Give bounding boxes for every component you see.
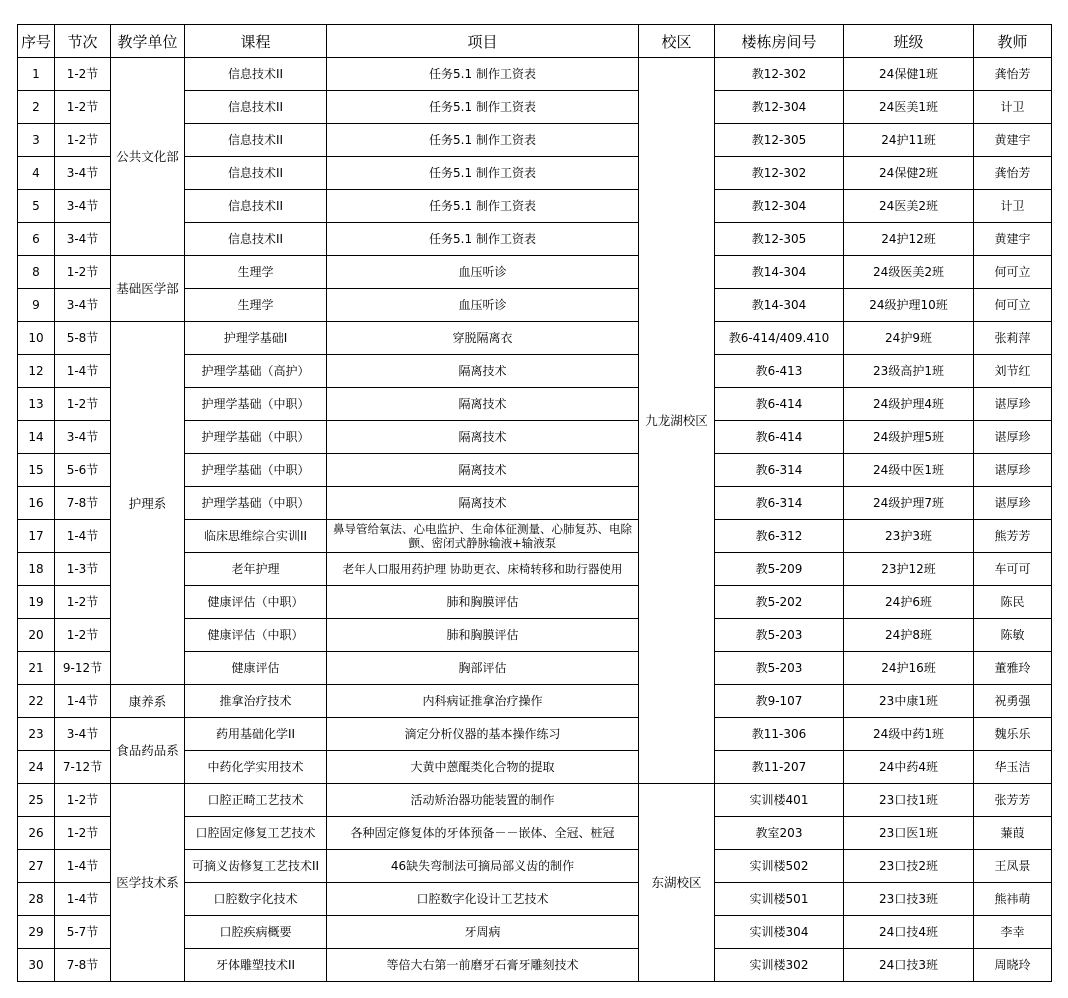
row-teacher: 王凤景	[974, 850, 1052, 883]
unit-cell: 公共文化部	[111, 58, 185, 256]
row-period: 1-2节	[55, 784, 111, 817]
row-period: 3-4节	[55, 421, 111, 454]
row-no: 30	[18, 949, 55, 982]
row-room: 教11-306	[715, 718, 844, 751]
row-no: 6	[18, 223, 55, 256]
row-room: 实训楼401	[715, 784, 844, 817]
unit-cell: 基础医学部	[111, 256, 185, 322]
row-no: 26	[18, 817, 55, 850]
row-class: 24医美1班	[844, 91, 974, 124]
row-course: 护理学基础I	[185, 322, 327, 355]
row-class: 23口技3班	[844, 883, 974, 916]
row-class: 24口技4班	[844, 916, 974, 949]
row-room: 教14-304	[715, 256, 844, 289]
row-course: 护理学基础（高护）	[185, 355, 327, 388]
row-course: 健康评估（中职）	[185, 586, 327, 619]
row-project: 隔离技术	[327, 454, 639, 487]
row-room: 教12-305	[715, 223, 844, 256]
row-class: 24级中药1班	[844, 718, 974, 751]
header-period: 节次	[55, 25, 111, 58]
row-room: 教12-304	[715, 190, 844, 223]
row-room: 教6-414	[715, 421, 844, 454]
row-project: 肺和胸膜评估	[327, 586, 639, 619]
row-project: 任务5.1 制作工资表	[327, 190, 639, 223]
row-teacher: 陈敏	[974, 619, 1052, 652]
row-project: 血压听诊	[327, 289, 639, 322]
row-period: 1-2节	[55, 124, 111, 157]
row-period: 7-8节	[55, 487, 111, 520]
row-room: 教12-302	[715, 157, 844, 190]
row-class: 24护16班	[844, 652, 974, 685]
row-no: 28	[18, 883, 55, 916]
row-teacher: 周晓玲	[974, 949, 1052, 982]
row-period: 3-4节	[55, 223, 111, 256]
row-period: 1-2节	[55, 91, 111, 124]
row-no: 1	[18, 58, 55, 91]
row-project: 隔离技术	[327, 487, 639, 520]
row-project: 任务5.1 制作工资表	[327, 157, 639, 190]
row-course: 信息技术II	[185, 157, 327, 190]
row-course: 老年护理	[185, 553, 327, 586]
row-course: 口腔数字化技术	[185, 883, 327, 916]
row-no: 17	[18, 520, 55, 553]
header-room: 楼栋房间号	[715, 25, 844, 58]
row-class: 24中药4班	[844, 751, 974, 784]
row-room: 教14-304	[715, 289, 844, 322]
row-room: 教6-314	[715, 487, 844, 520]
row-project: 任务5.1 制作工资表	[327, 124, 639, 157]
row-class: 24级医美2班	[844, 256, 974, 289]
row-period: 5-8节	[55, 322, 111, 355]
row-class: 24护9班	[844, 322, 974, 355]
row-teacher: 谌厚珍	[974, 454, 1052, 487]
row-period: 1-4节	[55, 883, 111, 916]
row-course: 护理学基础（中职）	[185, 454, 327, 487]
row-course: 护理学基础（中职）	[185, 388, 327, 421]
row-teacher: 计卫	[974, 91, 1052, 124]
row-class: 23护12班	[844, 553, 974, 586]
row-no: 24	[18, 751, 55, 784]
row-no: 21	[18, 652, 55, 685]
row-period: 1-2节	[55, 256, 111, 289]
row-teacher: 魏乐乐	[974, 718, 1052, 751]
row-teacher: 蒹葭	[974, 817, 1052, 850]
row-class: 24保健1班	[844, 58, 974, 91]
row-teacher: 谌厚珍	[974, 487, 1052, 520]
row-no: 20	[18, 619, 55, 652]
row-period: 3-4节	[55, 157, 111, 190]
row-course: 口腔疾病概要	[185, 916, 327, 949]
row-period: 3-4节	[55, 289, 111, 322]
row-period: 1-2节	[55, 58, 111, 91]
row-period: 5-7节	[55, 916, 111, 949]
row-period: 1-2节	[55, 619, 111, 652]
row-teacher: 李幸	[974, 916, 1052, 949]
row-period: 1-4节	[55, 355, 111, 388]
row-teacher: 祝勇强	[974, 685, 1052, 718]
row-teacher: 龚怡芳	[974, 58, 1052, 91]
row-teacher: 刘节红	[974, 355, 1052, 388]
row-teacher: 何可立	[974, 289, 1052, 322]
row-project: 各种固定修复体的牙体预备－－嵌体、全冠、桩冠	[327, 817, 639, 850]
row-class: 23口医1班	[844, 817, 974, 850]
row-period: 7-8节	[55, 949, 111, 982]
row-period: 3-4节	[55, 718, 111, 751]
row-teacher: 谌厚珍	[974, 421, 1052, 454]
unit-cell: 康养系	[111, 685, 185, 718]
row-course: 口腔固定修复工艺技术	[185, 817, 327, 850]
row-course: 信息技术II	[185, 223, 327, 256]
row-class: 24医美2班	[844, 190, 974, 223]
header-course: 课程	[185, 25, 327, 58]
row-period: 1-4节	[55, 685, 111, 718]
row-class: 24护8班	[844, 619, 974, 652]
row-no: 12	[18, 355, 55, 388]
row-no: 9	[18, 289, 55, 322]
row-teacher: 熊芳芳	[974, 520, 1052, 553]
row-period: 1-4节	[55, 850, 111, 883]
row-no: 3	[18, 124, 55, 157]
row-class: 24口技3班	[844, 949, 974, 982]
row-room: 教12-304	[715, 91, 844, 124]
row-no: 5	[18, 190, 55, 223]
row-room: 教12-302	[715, 58, 844, 91]
row-project: 老年人口服用药护理 协助更衣、床椅转移和助行器使用	[327, 553, 639, 586]
row-no: 8	[18, 256, 55, 289]
row-project: 内科病证推拿治疗操作	[327, 685, 639, 718]
row-no: 10	[18, 322, 55, 355]
row-teacher: 熊祎萌	[974, 883, 1052, 916]
row-no: 22	[18, 685, 55, 718]
unit-cell: 医学技术系	[111, 784, 185, 982]
row-project: 肺和胸膜评估	[327, 619, 639, 652]
header-no: 序号	[18, 25, 55, 58]
row-course: 推拿治疗技术	[185, 685, 327, 718]
unit-cell: 食品药品系	[111, 718, 185, 784]
row-course: 生理学	[185, 289, 327, 322]
row-course: 健康评估（中职）	[185, 619, 327, 652]
row-class: 24级中医1班	[844, 454, 974, 487]
row-project: 隔离技术	[327, 355, 639, 388]
row-room: 教6-414/409.410	[715, 322, 844, 355]
row-class: 24护12班	[844, 223, 974, 256]
row-period: 5-6节	[55, 454, 111, 487]
row-teacher: 何可立	[974, 256, 1052, 289]
row-project: 任务5.1 制作工资表	[327, 223, 639, 256]
row-teacher: 董雅玲	[974, 652, 1052, 685]
row-room: 教6-414	[715, 388, 844, 421]
row-class: 24级护理7班	[844, 487, 974, 520]
row-project: 任务5.1 制作工资表	[327, 91, 639, 124]
header-campus: 校区	[639, 25, 715, 58]
row-room: 实训楼302	[715, 949, 844, 982]
row-project: 隔离技术	[327, 421, 639, 454]
row-course: 健康评估	[185, 652, 327, 685]
row-period: 3-4节	[55, 190, 111, 223]
row-no: 13	[18, 388, 55, 421]
row-teacher: 陈民	[974, 586, 1052, 619]
row-course: 信息技术II	[185, 58, 327, 91]
row-class: 24级护理4班	[844, 388, 974, 421]
row-room: 教11-207	[715, 751, 844, 784]
row-course: 可摘义齿修复工艺技术II	[185, 850, 327, 883]
row-teacher: 华玉洁	[974, 751, 1052, 784]
row-class: 23中康1班	[844, 685, 974, 718]
row-no: 18	[18, 553, 55, 586]
row-no: 4	[18, 157, 55, 190]
header-class: 班级	[844, 25, 974, 58]
row-project: 鼻导管给氧法、心电监护、生命体征测量、心肺复苏、电除颤、密闭式静脉输液+输液泵	[327, 520, 639, 553]
table-row	[18, 784, 1052, 817]
campus-cell: 九龙湖校区	[639, 58, 715, 784]
row-period: 1-2节	[55, 817, 111, 850]
row-no: 2	[18, 91, 55, 124]
row-project: 血压听诊	[327, 256, 639, 289]
row-teacher: 龚怡芳	[974, 157, 1052, 190]
row-project: 牙周病	[327, 916, 639, 949]
row-teacher: 车可可	[974, 553, 1052, 586]
row-project: 滴定分析仪器的基本操作练习	[327, 718, 639, 751]
table-row	[18, 322, 1052, 355]
row-project: 活动矫治器功能装置的制作	[327, 784, 639, 817]
row-no: 15	[18, 454, 55, 487]
header-teacher: 教师	[974, 25, 1052, 58]
row-period: 1-2节	[55, 388, 111, 421]
row-project: 46缺失弯制法可摘局部义齿的制作	[327, 850, 639, 883]
row-no: 14	[18, 421, 55, 454]
row-period: 9-12节	[55, 652, 111, 685]
row-course: 临床思维综合实训II	[185, 520, 327, 553]
row-no: 27	[18, 850, 55, 883]
campus-cell: 东湖校区	[639, 784, 715, 982]
row-class: 24护11班	[844, 124, 974, 157]
row-project: 等倍大右第一前磨牙石膏牙雕刻技术	[327, 949, 639, 982]
row-room: 实训楼304	[715, 916, 844, 949]
row-course: 护理学基础（中职）	[185, 421, 327, 454]
row-teacher: 谌厚珍	[974, 388, 1052, 421]
row-teacher: 黄建宇	[974, 223, 1052, 256]
row-class: 24级护理10班	[844, 289, 974, 322]
row-period: 1-4节	[55, 520, 111, 553]
row-course: 口腔正畸工艺技术	[185, 784, 327, 817]
row-course: 中药化学实用技术	[185, 751, 327, 784]
row-room: 教5-203	[715, 619, 844, 652]
row-class: 23口技2班	[844, 850, 974, 883]
row-class: 23口技1班	[844, 784, 974, 817]
row-room: 教6-314	[715, 454, 844, 487]
unit-cell: 护理系	[111, 322, 185, 685]
header-row	[18, 25, 1052, 58]
row-course: 护理学基础（中职）	[185, 487, 327, 520]
row-class: 23护3班	[844, 520, 974, 553]
table-row	[18, 685, 1052, 718]
row-room: 教6-312	[715, 520, 844, 553]
row-teacher: 计卫	[974, 190, 1052, 223]
row-no: 19	[18, 586, 55, 619]
schedule-body	[18, 58, 1052, 982]
row-teacher: 张芳芳	[974, 784, 1052, 817]
table-row	[18, 58, 1052, 91]
row-project: 大黄中蒽醌类化合物的提取	[327, 751, 639, 784]
row-teacher: 张莉萍	[974, 322, 1052, 355]
row-course: 药用基础化学II	[185, 718, 327, 751]
row-course: 生理学	[185, 256, 327, 289]
row-project: 穿脱隔离衣	[327, 322, 639, 355]
row-course: 信息技术II	[185, 91, 327, 124]
row-room: 实训楼502	[715, 850, 844, 883]
row-project: 任务5.1 制作工资表	[327, 58, 639, 91]
row-no: 23	[18, 718, 55, 751]
row-no: 29	[18, 916, 55, 949]
header-unit: 教学单位	[111, 25, 185, 58]
row-project: 胸部评估	[327, 652, 639, 685]
row-class: 24护6班	[844, 586, 974, 619]
row-room: 教5-203	[715, 652, 844, 685]
row-period: 7-12节	[55, 751, 111, 784]
row-room: 教室203	[715, 817, 844, 850]
row-course: 信息技术II	[185, 190, 327, 223]
row-class: 24保健2班	[844, 157, 974, 190]
header-project: 项目	[327, 25, 639, 58]
row-teacher: 黄建宇	[974, 124, 1052, 157]
row-class: 24级护理5班	[844, 421, 974, 454]
row-room: 教5-202	[715, 586, 844, 619]
row-project: 口腔数字化设计工艺技术	[327, 883, 639, 916]
row-room: 教12-305	[715, 124, 844, 157]
row-period: 1-3节	[55, 553, 111, 586]
row-no: 16	[18, 487, 55, 520]
row-room: 实训楼501	[715, 883, 844, 916]
row-no: 25	[18, 784, 55, 817]
table-row	[18, 256, 1052, 289]
row-project: 隔离技术	[327, 388, 639, 421]
table-row	[18, 718, 1052, 751]
row-course: 信息技术II	[185, 124, 327, 157]
row-course: 牙体雕塑技术II	[185, 949, 327, 982]
row-room: 教6-413	[715, 355, 844, 388]
row-class: 23级高护1班	[844, 355, 974, 388]
row-room: 教5-209	[715, 553, 844, 586]
schedule-table	[17, 24, 1052, 982]
row-period: 1-2节	[55, 586, 111, 619]
row-room: 教9-107	[715, 685, 844, 718]
